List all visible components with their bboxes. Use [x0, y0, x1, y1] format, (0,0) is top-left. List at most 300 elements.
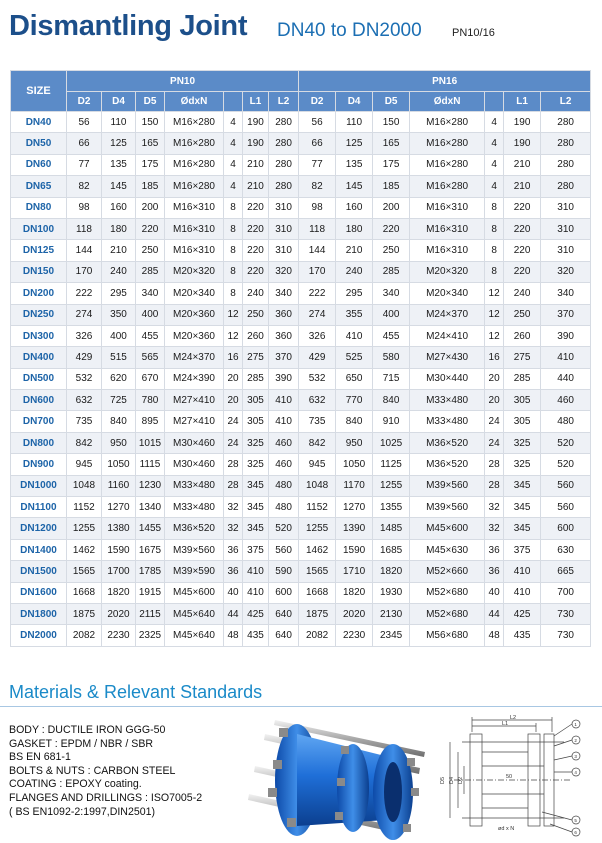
size-cell: DN500 [11, 368, 67, 389]
pn10-cell: M45×640 [165, 625, 224, 646]
pn16-cell: 1710 [336, 561, 373, 582]
pn16-cell: 1355 [373, 497, 410, 518]
pn16-cell: 170 [299, 261, 336, 282]
pn16-cell: 1565 [299, 561, 336, 582]
pn10-cell: 44 [224, 603, 243, 624]
pn10-cell: 32 [224, 518, 243, 539]
pn10-cell: 190 [243, 112, 269, 133]
size-cell: DN150 [11, 261, 67, 282]
pn10-cell: 590 [269, 561, 299, 582]
pn10-cell: 640 [269, 625, 299, 646]
pn10-cell: 1785 [136, 561, 165, 582]
pn16-cell: 1590 [336, 539, 373, 560]
pn16-cell: 1875 [299, 603, 336, 624]
table-row [11, 625, 591, 646]
pn10-cell: M24×370 [165, 347, 224, 368]
table-row [11, 411, 591, 432]
pn10-group-header: PN10 [67, 71, 299, 92]
pn16-cell: 1390 [336, 518, 373, 539]
pn10-cell: 220 [243, 261, 269, 282]
pn10-cell: 305 [243, 411, 269, 432]
pn10-cell: 66 [67, 133, 102, 154]
table-row [11, 176, 591, 197]
pn10-cell: 275 [243, 347, 269, 368]
pn16-cell: 144 [299, 240, 336, 261]
pn16-cell: 274 [299, 304, 336, 325]
pn16-cell: 730 [541, 625, 591, 646]
product-photo [235, 708, 430, 843]
pn16-cell: 150 [373, 112, 410, 133]
pn16-col-header: L2 [541, 92, 591, 112]
callout-3: 3 [574, 754, 577, 759]
pn10-cell: 77 [67, 154, 102, 175]
pn16-cell: 2345 [373, 625, 410, 646]
pn10-cell: M20×320 [165, 261, 224, 282]
pn10-cell: 210 [243, 176, 269, 197]
pn16-cell: M16×280 [410, 112, 485, 133]
pn16-cell: M20×340 [410, 283, 485, 304]
pn10-cell: 110 [102, 112, 136, 133]
pn10-cell: 1590 [102, 539, 136, 560]
pn16-cell: 12 [485, 304, 504, 325]
pn16-cell: 180 [336, 218, 373, 239]
pn16-cell: 210 [504, 176, 541, 197]
pn16-cell: 82 [299, 176, 336, 197]
pn10-col-header: D4 [102, 92, 136, 112]
table-row [11, 304, 591, 325]
pn16-cell: 370 [541, 304, 591, 325]
pn16-cell: 16 [485, 347, 504, 368]
pn16-cell: 250 [373, 240, 410, 261]
pn16-col-header: D2 [299, 92, 336, 112]
pn10-cell: 326 [67, 325, 102, 346]
pn16-cell: 429 [299, 347, 336, 368]
pn10-cell: M24×390 [165, 368, 224, 389]
size-range: DN40 to DN2000 [277, 20, 422, 41]
pn16-cell: 125 [336, 133, 373, 154]
pn16-cell: 220 [504, 261, 541, 282]
pn10-cell: 274 [67, 304, 102, 325]
table-row [11, 475, 591, 496]
pn10-cell: 2230 [102, 625, 136, 646]
pn10-cell: 220 [243, 197, 269, 218]
pn16-cell: 2020 [336, 603, 373, 624]
pn10-cell: 260 [243, 325, 269, 346]
table-row [11, 518, 591, 539]
pn10-cell: 1152 [67, 497, 102, 518]
pn16-cell: M56×680 [410, 625, 485, 646]
pn16-cell: 325 [504, 454, 541, 475]
pn10-cell: 340 [136, 283, 165, 304]
pn10-cell: 285 [136, 261, 165, 282]
table-row [11, 454, 591, 475]
pn16-cell: 1930 [373, 582, 410, 603]
pn10-cell: 320 [269, 261, 299, 282]
pn16-cell: 1820 [373, 561, 410, 582]
pn10-cell: 240 [243, 283, 269, 304]
pn10-cell: 390 [269, 368, 299, 389]
pn16-cell: 480 [541, 411, 591, 432]
pn10-cell: 350 [102, 304, 136, 325]
pn10-cell: M16×310 [165, 197, 224, 218]
pn10-cell: 410 [243, 561, 269, 582]
pn10-cell: 285 [243, 368, 269, 389]
pn16-cell: 220 [373, 218, 410, 239]
size-cell: DN300 [11, 325, 67, 346]
pn10-cell: 16 [224, 347, 243, 368]
size-header: SIZE [11, 71, 67, 112]
pn16-cell: 910 [373, 411, 410, 432]
pn10-cell: 1270 [102, 497, 136, 518]
table-row [11, 154, 591, 175]
pn10-cell: 410 [269, 390, 299, 411]
table-row [11, 261, 591, 282]
pn16-cell: 32 [485, 518, 504, 539]
pn16-cell: 340 [373, 283, 410, 304]
pn10-col-header: ØdxN [165, 92, 224, 112]
size-cell: DN600 [11, 390, 67, 411]
pn16-cell: M39×560 [410, 475, 485, 496]
pn10-cell: M20×340 [165, 283, 224, 304]
bore-opening [384, 762, 402, 822]
pn16-cell: M33×480 [410, 390, 485, 411]
pn16-cell: 250 [504, 304, 541, 325]
pn10-cell: 520 [269, 518, 299, 539]
pn10-cell: 1255 [67, 518, 102, 539]
pn10-cell: 640 [269, 603, 299, 624]
pn16-cell: 145 [336, 176, 373, 197]
pn16-cell: 222 [299, 283, 336, 304]
pn16-cell: M33×480 [410, 411, 485, 432]
pn10-cell: M33×480 [165, 475, 224, 496]
pn10-cell: 20 [224, 368, 243, 389]
pn16-cell: 840 [373, 390, 410, 411]
pn16-cell: M24×410 [410, 325, 485, 346]
pn16-cell: 425 [504, 603, 541, 624]
pn16-cell: 220 [504, 240, 541, 261]
pn16-cell: M24×370 [410, 304, 485, 325]
pn16-cell: 260 [504, 325, 541, 346]
pn16-cell: 77 [299, 154, 336, 175]
pn16-cell: 40 [485, 582, 504, 603]
pn10-cell: 24 [224, 411, 243, 432]
pn10-cell: M39×560 [165, 539, 224, 560]
pn10-cell: 435 [243, 625, 269, 646]
pn10-cell: 842 [67, 432, 102, 453]
pn10-cell: 1048 [67, 475, 102, 496]
pn10-cell: 280 [269, 154, 299, 175]
table-body [11, 112, 591, 647]
pn16-cell: 310 [541, 240, 591, 261]
material-line: ( BS EN1092-2:1997,DIN2501) [9, 805, 156, 818]
pn16-cell: 8 [485, 218, 504, 239]
pn16-cell: 1255 [373, 475, 410, 496]
pn10-cell: 8 [224, 197, 243, 218]
pn16-cell: 20 [485, 390, 504, 411]
pn10-cell: 950 [102, 432, 136, 453]
pn10-cell: 180 [102, 218, 136, 239]
column-header-row [11, 92, 591, 112]
pn16-cell: 600 [541, 518, 591, 539]
pn16-cell: 240 [504, 283, 541, 304]
drawing-label-l1: L1 [502, 721, 509, 727]
pn10-cell: 1115 [136, 454, 165, 475]
page-header [9, 10, 599, 48]
pn10-cell: 2020 [102, 603, 136, 624]
pn10-cell: M16×280 [165, 154, 224, 175]
size-cell: DN1600 [11, 582, 67, 603]
size-cell: DN80 [11, 197, 67, 218]
pn16-cell: 410 [504, 561, 541, 582]
pn16-cell: 280 [541, 112, 591, 133]
size-cell: DN400 [11, 347, 67, 368]
pn10-cell: 1820 [102, 582, 136, 603]
pn10-cell: 600 [269, 582, 299, 603]
pn16-cell: 1048 [299, 475, 336, 496]
table-row [11, 347, 591, 368]
pn10-cell: 222 [67, 283, 102, 304]
pn10-cell: 20 [224, 390, 243, 411]
pn10-cell: 945 [67, 454, 102, 475]
pn16-cell: 400 [373, 304, 410, 325]
table-row [11, 112, 591, 133]
pn16-cell: M16×280 [410, 176, 485, 197]
pn16-cell: 455 [373, 325, 410, 346]
pn10-cell: 4 [224, 112, 243, 133]
table-row [11, 240, 591, 261]
pn10-cell: 425 [243, 603, 269, 624]
pn16-cell: 1025 [373, 432, 410, 453]
pn10-col-header: D5 [136, 92, 165, 112]
pn16-cell: 730 [541, 603, 591, 624]
pn10-cell: 220 [136, 218, 165, 239]
size-cell: DN1400 [11, 539, 67, 560]
pn10-cell: 125 [102, 133, 136, 154]
callout-4: 4 [574, 770, 577, 775]
pressure-rating: PN10/16 [452, 27, 495, 39]
pn16-cell: 280 [541, 133, 591, 154]
pn16-cell: 4 [485, 176, 504, 197]
pn10-cell: 305 [243, 390, 269, 411]
pn16-cell: 580 [373, 347, 410, 368]
pn16-cell: 280 [541, 176, 591, 197]
pn16-cell: 375 [504, 539, 541, 560]
pn16-cell: 8 [485, 261, 504, 282]
pn16-cell: M27×430 [410, 347, 485, 368]
pn10-cell: 780 [136, 390, 165, 411]
material-line: GASKET : EPDM / NBR / SBR [9, 737, 154, 750]
pn10-cell: 150 [136, 112, 165, 133]
callout-2: 2 [574, 738, 577, 743]
pn16-cell: M30×440 [410, 368, 485, 389]
pn10-cell: 455 [136, 325, 165, 346]
pn16-cell: 840 [336, 411, 373, 432]
pn10-cell: 4 [224, 154, 243, 175]
pn16-cell: 460 [541, 390, 591, 411]
pn10-cell: 295 [102, 283, 136, 304]
material-line: BOLTS & NUTS : CARBON STEEL [9, 764, 176, 777]
pn16-cell: 12 [485, 325, 504, 346]
page-title: Dismantling Joint [9, 10, 248, 42]
pn16-cell: 440 [541, 368, 591, 389]
material-line: COATING : EPOXY coating. [9, 778, 142, 791]
size-cell: DN40 [11, 112, 67, 133]
pn10-cell: 250 [243, 304, 269, 325]
pn10-cell: 12 [224, 325, 243, 346]
pn16-cell: 98 [299, 197, 336, 218]
pn10-cell: 1668 [67, 582, 102, 603]
size-cell: DN1500 [11, 561, 67, 582]
pn16-cell: 280 [541, 154, 591, 175]
pn16-cell: M39×560 [410, 497, 485, 518]
pn16-cell: M16×310 [410, 197, 485, 218]
pn10-cell: 210 [102, 240, 136, 261]
callout-6: 6 [574, 830, 577, 835]
pn16-cell: 310 [541, 197, 591, 218]
pn10-cell: M16×280 [165, 112, 224, 133]
pn10-cell: M27×410 [165, 411, 224, 432]
drawing-label-d5: D5 [440, 776, 446, 784]
pn10-cell: 460 [269, 454, 299, 475]
section-divider [0, 706, 602, 707]
pn10-cell: 325 [243, 454, 269, 475]
pn16-cell: 135 [336, 154, 373, 175]
pn16-cell: 2082 [299, 625, 336, 646]
pn16-cell: 945 [299, 454, 336, 475]
pn16-cell: M36×520 [410, 432, 485, 453]
pn16-cell: M16×280 [410, 133, 485, 154]
pn10-col-header [224, 92, 243, 112]
pn16-cell: 200 [373, 197, 410, 218]
pn16-cell: M20×320 [410, 261, 485, 282]
material-line: FLANGES AND DRILLINGS : ISO7005-2 [9, 791, 203, 804]
pn16-cell: 275 [504, 347, 541, 368]
pn16-cell: 66 [299, 133, 336, 154]
pn16-cell: 1050 [336, 454, 373, 475]
size-cell: DN50 [11, 133, 67, 154]
pn16-cell: 1462 [299, 539, 336, 560]
pn10-cell: 345 [243, 475, 269, 496]
pn16-cell: 560 [541, 475, 591, 496]
pn10-cell: 2082 [67, 625, 102, 646]
pn10-cell: 480 [269, 475, 299, 496]
pn10-cell: 8 [224, 240, 243, 261]
pn16-cell: 842 [299, 432, 336, 453]
pn16-col-header [485, 92, 504, 112]
pn10-cell: 480 [269, 497, 299, 518]
table-row [11, 432, 591, 453]
pn10-cell: 210 [243, 154, 269, 175]
pn10-col-header: L1 [243, 92, 269, 112]
pn10-cell: 1455 [136, 518, 165, 539]
pn16-cell: 110 [336, 112, 373, 133]
pn16-cell: 285 [373, 261, 410, 282]
pn16-col-header: D4 [336, 92, 373, 112]
pn16-cell: 340 [541, 283, 591, 304]
pn10-cell: 565 [136, 347, 165, 368]
size-cell: DN1100 [11, 497, 67, 518]
pn16-cell: 520 [541, 432, 591, 453]
pn10-cell: 895 [136, 411, 165, 432]
pn16-cell: 410 [336, 325, 373, 346]
pn10-cell: 1050 [102, 454, 136, 475]
pn16-cell: 532 [299, 368, 336, 389]
pn10-cell: 144 [67, 240, 102, 261]
table-row [11, 561, 591, 582]
pn16-cell: 305 [504, 390, 541, 411]
pn16-group-header: PN16 [299, 71, 591, 92]
size-cell: DN125 [11, 240, 67, 261]
pn16-cell: 1152 [299, 497, 336, 518]
pn10-cell: M16×310 [165, 240, 224, 261]
pn16-cell: 1255 [299, 518, 336, 539]
table-row [11, 603, 591, 624]
pn16-cell: M16×310 [410, 218, 485, 239]
drawing-label-dxn: ød x N [498, 826, 515, 832]
pn16-cell: 20 [485, 368, 504, 389]
pn10-cell: 220 [243, 218, 269, 239]
pn10-cell: 310 [269, 218, 299, 239]
pn16-cell: 355 [336, 304, 373, 325]
pn10-cell: 250 [136, 240, 165, 261]
pn10-cell: 400 [136, 304, 165, 325]
pn10-cell: 220 [243, 240, 269, 261]
pn16-cell: 700 [541, 582, 591, 603]
pn10-cell: 375 [243, 539, 269, 560]
pn10-cell: M45×600 [165, 582, 224, 603]
pn16-cell: 410 [541, 347, 591, 368]
pn16-cell: 220 [504, 218, 541, 239]
pn10-cell: 515 [102, 347, 136, 368]
size-cell: DN700 [11, 411, 67, 432]
pn10-cell: 1160 [102, 475, 136, 496]
pn16-col-header: L1 [504, 92, 541, 112]
pn10-cell: 325 [243, 432, 269, 453]
size-cell: DN2000 [11, 625, 67, 646]
pn10-cell: 310 [269, 197, 299, 218]
pn16-cell: M36×520 [410, 454, 485, 475]
pn16-cell: 12 [485, 283, 504, 304]
pn16-cell: M16×280 [410, 154, 485, 175]
pn16-cell: 560 [541, 497, 591, 518]
size-cell: DN1000 [11, 475, 67, 496]
pn10-cell: 8 [224, 283, 243, 304]
pn10-cell: 280 [269, 112, 299, 133]
pn16-cell: 8 [485, 240, 504, 261]
pn10-cell: 56 [67, 112, 102, 133]
pn16-cell: M52×680 [410, 603, 485, 624]
table-row [11, 539, 591, 560]
pn10-col-header: L2 [269, 92, 299, 112]
material-line: BODY : DUCTILE IRON GGG-50 [9, 724, 166, 736]
pn10-cell: 1700 [102, 561, 136, 582]
pn16-cell: 285 [504, 368, 541, 389]
pn16-cell: M16×310 [410, 240, 485, 261]
pn16-cell: 390 [541, 325, 591, 346]
pn16-cell: 632 [299, 390, 336, 411]
pn10-cell: 310 [269, 240, 299, 261]
pn10-cell: 370 [269, 347, 299, 368]
pn10-cell: 98 [67, 197, 102, 218]
pn16-cell: 345 [504, 475, 541, 496]
pn16-cell: 165 [373, 133, 410, 154]
pn10-cell: 460 [269, 432, 299, 453]
size-cell: DN60 [11, 154, 67, 175]
pn16-cell: M52×660 [410, 561, 485, 582]
table-row [11, 368, 591, 389]
pn16-cell: 8 [485, 197, 504, 218]
pn10-cell: 160 [102, 197, 136, 218]
